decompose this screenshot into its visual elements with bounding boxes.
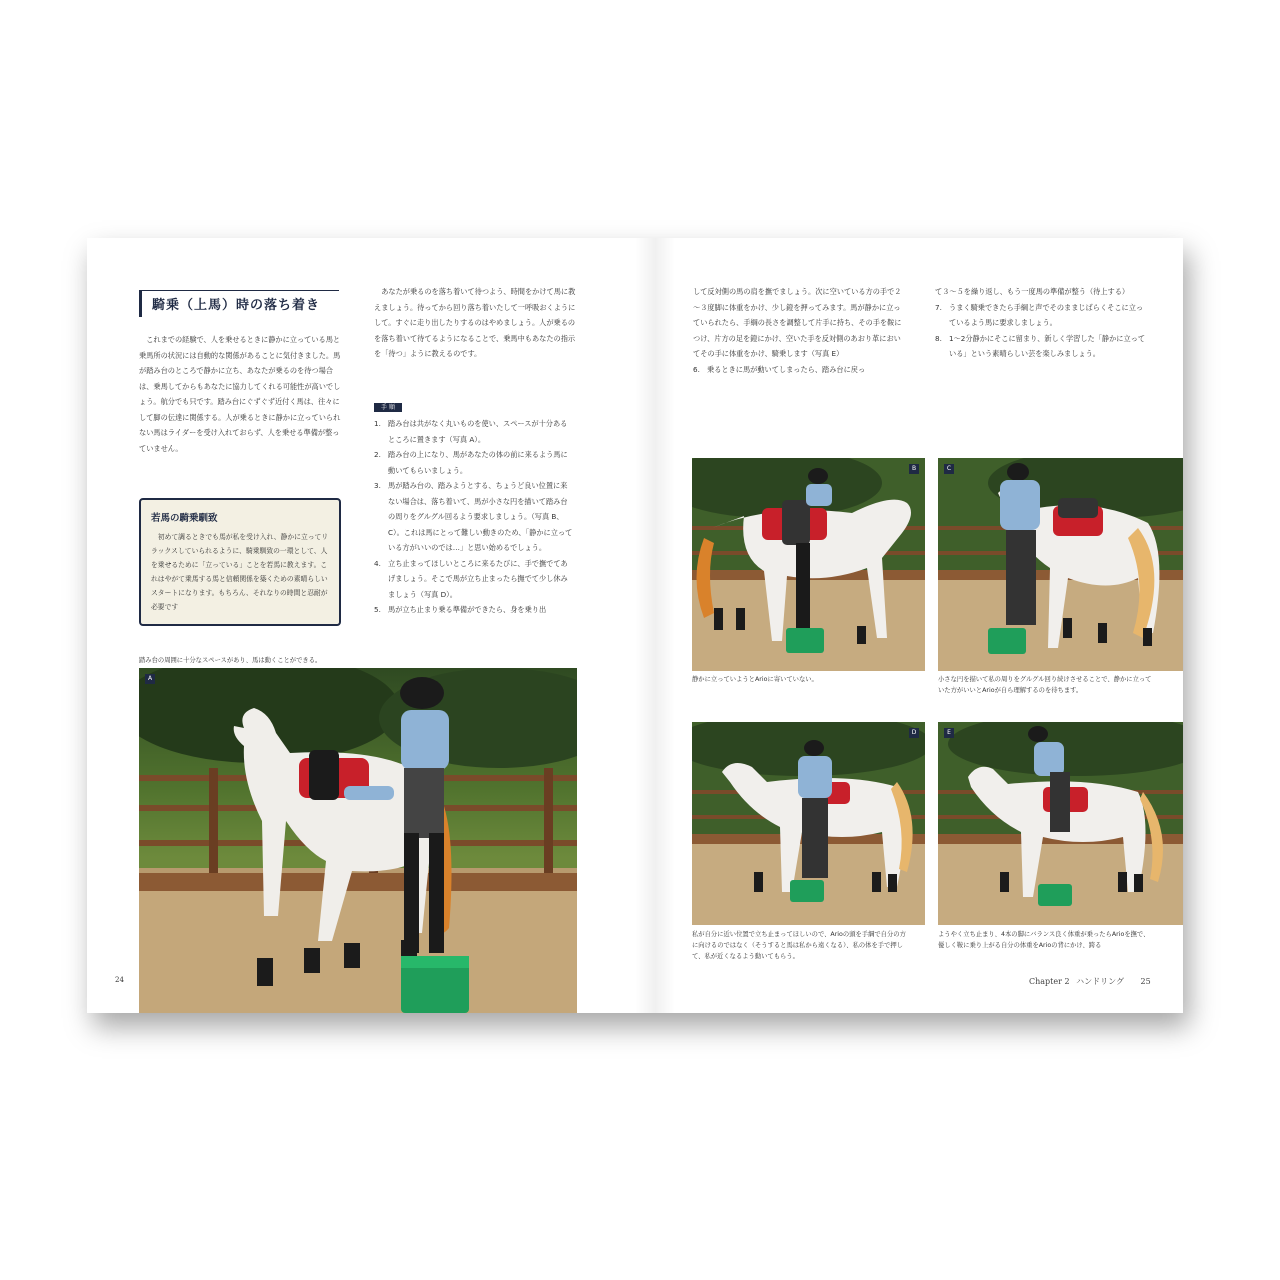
right-col2-paragraph: て３～５を繰り返し、もう一度馬の準備が整う（待上する） — [935, 287, 1130, 296]
photo-c-label: C — [944, 464, 954, 474]
photo-b-caption: 静かに立っていようとArioに寄いていない。 — [692, 676, 818, 683]
footer-title: ハンドリング — [1076, 977, 1124, 986]
step-item: 1. 踏み台は共がなく丸いものを使い、スペースが十分あるところに置きます（写真 A）。 — [374, 419, 568, 444]
step-item: 4. 立ち止まってほしいところに来るたびに、手で撫でてあげましょう。そこで馬が立ち止まったら撫でて少し休みましょう（写真 D）。 — [374, 558, 568, 599]
photo-b — [692, 458, 925, 671]
page-number-right: 25 — [1140, 977, 1151, 986]
sidebar-box — [139, 498, 341, 626]
photo-a-image — [139, 668, 577, 1013]
sidebar-box-text: 初めて調るときでも馬が私を受け入れ、静かに立ってリラックスしていられるように、騎乗馴致の一環として、人を乗せるために「立っている」ことを若馬に教えます。これはやがて乗馬する馬と信頼関係を築くための素晴らしいスタートになります。もちろん、それなりの時間と忍耐が必要です — [151, 533, 329, 611]
photo-c — [938, 458, 1183, 671]
photo-a-caption: 踏み台の周囲に十分なスペースがあり、馬は動くことができる。 — [139, 657, 322, 664]
right-col2-text — [935, 284, 1147, 362]
photo-b-label: B — [909, 464, 919, 474]
steps-list — [374, 416, 574, 618]
step-item: 2. 踏み台の上になり、馬があなたの体の前に来るよう馬に動いてもらいましょう。 — [374, 450, 568, 475]
section-title: 騎乗（上馬）時の落ち着き — [139, 290, 320, 317]
photo-d — [692, 722, 925, 925]
page-gutter — [635, 238, 675, 1013]
step-item: 7. うまく騎乗できたら手綱と声でそのままじばらくそこに立っているよう馬に要求しましょう。 — [935, 302, 1144, 327]
photo-b-image — [692, 458, 925, 671]
step-item: 6. 乗るときに馬が動いてしまったら、踏み台に戻っ — [693, 364, 866, 374]
photo-d-image — [692, 722, 925, 925]
intro-text — [139, 332, 344, 456]
steps-label: 手 順 — [374, 403, 402, 412]
book-spread — [87, 238, 1183, 1013]
photo-e-label: E — [944, 728, 954, 738]
col2-intro: あなたが乗るのを落ち着いて待つよう、時間をかけて馬に教えましょう。待ってから回り落ち着いたして一呼吸おくようにして。すぐに走り出したりするのはやめましょう。人が乗るのを落ち着いて待てるようになることで、乗馬中もあなたの指示を「待つ」ように教えるのです。 — [374, 287, 576, 358]
intro-paragraph: これまでの経験で、人を乗せるときに静かに立っている馬と乗馬所の状況には自動的な関係があることに気付きました。馬が踏み台のところで静かに立ち、あなたが乗るのを待つ場合は、乗馬してからもあなたに協力してくれる可能性が高いでしょう。航分でも只です。踏み台にぐずぐず近付く馬は、往々にして脚の伝達に関係する。人が乗るときに静かに立っていられない馬はライダーを受け入れておらず、人を乗せる準備が整っていません。 — [139, 335, 341, 453]
footer-chapter: Chapter 2 — [1029, 977, 1070, 986]
photo-d-label: D — [909, 728, 919, 738]
photo-c-image — [938, 458, 1183, 671]
photo-d-caption: 私が自分に近い位置で立ち止まってほしいので、Arioの頭を手綱で自分の方に向けるのではなく（そうすると馬は私から遠くなる）、私の体を手で押して、私が近くなるよう動いてもらう。 — [692, 931, 906, 960]
right-col1-paragraph: して反対側の馬の肩を撫でましょう。次に空いている方の手で２～３度脚に体重をかけ、少し鐙を押ってみます。馬が静かに立っていられたら、手綱の長さを調整して片手に持ち、その手を鞍につけ、片方の足を鐙にかけ、空いた手を反対側のあおり革においてその手に体重をかけ、騎乗します（写真 E） — [693, 287, 902, 358]
step-item: 3. 馬が踏み台の、踏みようとする、ちょうど良い位置に来ない場合は、落ち着いて、馬が小さな円を描いて踏み台の周りをグルグル回るよう要求しましょう。（写真 B、C）。これは馬にとって難しい動きのため、「静かに立っている方がいいのでは…」と思い始めるでしょう。 — [374, 481, 573, 552]
step-item: 8. 1～2分静かにそこに留まり、新しく学習した「静かに立っている」という素晴らしい芸を楽しみましょう。 — [935, 333, 1146, 358]
sidebar-box-title: 若馬の騎乗馴致 — [151, 513, 218, 524]
photo-a-label: A — [145, 674, 155, 684]
photo-e-image — [938, 722, 1183, 925]
right-col1-text — [693, 284, 905, 377]
photo-c-caption: 小さな円を描いて私の周りをグルグル回り続けさせることで、静かに立っていた方がいいとArioが自ら理解するのを待ちます。 — [938, 676, 1152, 694]
photo-a — [139, 668, 577, 1013]
page-number-left: 24 — [115, 976, 124, 984]
photo-e — [938, 722, 1183, 925]
chapter-footer — [1029, 976, 1151, 987]
step-item: 5. 馬が立ち止まり乗る準備ができたら、身を乗り出 — [374, 605, 547, 614]
photo-e-caption: ようやく立ち止まり、4本の脚にバランス良く体重が乗ったらArioを撫で、優しく鞍に乗り上がる自分の体重をArioの背にかけ、跨る — [938, 931, 1150, 949]
